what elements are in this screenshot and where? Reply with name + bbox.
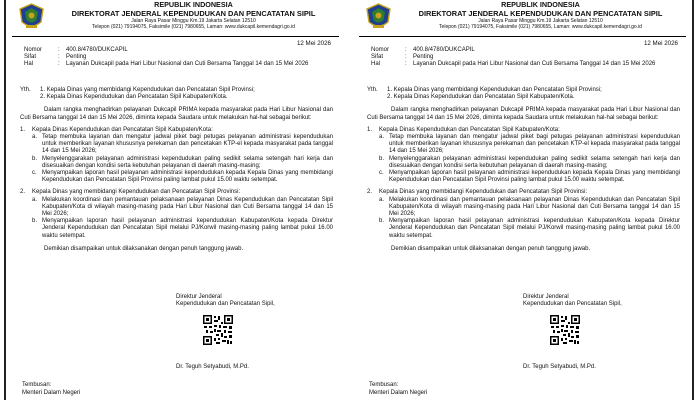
meta-value: Penting [413,54,434,61]
meta-key: Hal [24,61,34,68]
recipients [20,87,333,101]
section-heading: 1. Kepala Dinas Kependudukan dan Pencatatan Sipil Kabupaten/Kota: [20,126,213,133]
section-item: b. Menyampaikan laporan hasil pelayanan administrasi kependudukan Kabupaten/Kota kepada Direktur Jenderal Kependudukan dan Pencatatan Sipil melalui PJ/Korwil masing-masing paling lambat pukul 16.00 waktu setempat. [32,218,333,239]
qr-code-icon [202,314,234,346]
letter-meta [371,47,663,68]
letter-body [20,87,333,253]
recipient-item: 2. Kepala Dinas Kependudukan dan Pencatatan Sipil Kabupaten/Kota. [387,94,575,101]
closing-paragraph: Demikian disampaikan untuk dilaksanakan dengan penuh tanggung jawab. [391,245,591,252]
tembusan-block [22,381,80,397]
contact-line: Telepon (021) 79194075, Faksimile (021) 7980655, Laman: www.dukcapil.kemendagri.go.id [439,24,642,30]
sign-title: Direktur Jenderal [523,294,569,300]
section-item: b. Menyelenggarakan pelayanan administrasi kependudukan paling sedikit selama setengah hari kerja dan disesuaikan dengan kondisi serta kebutuhan pelayanan di daerah masing-masing; [379,155,680,169]
section-item: a. Melakukan koordinasi dan pemantauan pelaksanaan pelayanan Dinas Kependudukan dan Pencatatan Sipil Kabupaten/Kota di wilayah masing-masing pada Hari Libur Nasional dan Cuti Bersama tanggal 14 dan 15 Mei 2026; [379,196,680,218]
republic-heading: REPUBLIK INDONESIA [154,0,233,9]
contact-line: Telepon (021) 79194075, Faksimile (021) 7980655, Laman: www.dukcapil.kemendagri.go.id [92,24,295,30]
letter-meta [24,47,316,68]
section-item: b. Menyampaikan laporan hasil pelayanan administrasi kependudukan Kabupaten/Kota kepada Direktur Jenderal Kependudukan dan Pencatatan Sipil melalui PJ/Korwil masing-masing paling lambat pukul 16.00 waktu setempat. [379,218,680,239]
yth-label: Yth. [20,87,31,93]
signature-block [523,294,622,308]
meta-row: Sifat : Penting [371,54,663,61]
tembusan-label: Tembusan: [22,382,52,388]
sign-title: Kependudukan dan Pencatatan Sipil, [176,301,275,308]
meta-row: Hal : Layanan Dukcapil pada Hari Libur Nasional dan Cuti Bersama Tanggal 14 dan 15 Mei 2026 [371,61,663,68]
section-item: b. Menyelenggarakan pelayanan administrasi kependudukan paling sedikit selama setengah hari kerja dan disesuaikan dengan kondisi serta kebutuhan pelayanan di daerah masing-masing; [32,155,333,169]
letter-page-right [353,0,694,400]
meta-row: Hal : Layanan Dukcapil pada Hari Libur Nasional dan Cuti Bersama Tanggal 14 dan 15 Mei 2026 [24,61,316,68]
tembusan-label: Tembusan: [369,382,399,388]
address-line: Jalan Raya Pasar Minggu Km.19 Jakarta Selatan 12510 [478,18,603,24]
section-heading: 1. Kepala Dinas Kependudukan dan Pencatatan Sipil Kabupaten/Kota: [367,126,560,133]
meta-row: Nomor : 400.8/4780/DUKCAPIL [24,47,316,54]
letterhead [359,0,686,37]
section-item: a. Melakukan koordinasi dan pemantauan pelaksanaan pelayanan Dinas Kependudukan dan Pencatatan Sipil Kabupaten/Kota di wilayah masing-masing pada Hari Libur Nasional dan Cuti Bersama tanggal 14 dan 15 Mei 2026; [32,196,333,218]
meta-key: Nomor [24,47,43,53]
signer-name: Dr. Teguh Setyabudi, M.Pd. [176,364,249,370]
sign-title: Direktur Jenderal [176,294,222,300]
letter-date: 12 Mei 2026 [643,40,678,47]
meta-value: Layanan Dukcapil pada Hari Libur Nasional dan Cuti Bersama Tanggal 14 dan 15 Mei 2026 [413,61,656,68]
meta-value: 400.8/4780/DUKCAPIL [66,47,128,53]
section-item: c. Menyampaikan laporan hasil pelayanan administrasi kependudukan kepada Kepala Dinas yang membidangi Kependudukan dan Pencatatan Sipil Provinsi paling lambat pukul 15.00 waktu setempat. [379,170,680,184]
closing-paragraph: Demikian disampaikan untuk dilaksanakan dengan penuh tanggung jawab. [44,245,244,252]
letter-body [367,87,680,253]
meta-value: Penting [66,54,87,61]
meta-key: Sifat [371,54,384,61]
qr-code-icon [549,314,581,346]
section-item: c. Menyampaikan laporan hasil pelayanan administrasi kependudukan kepada Kepala Dinas yang membidangi Kependudukan dan Pencatatan Sipil Provinsi paling lambat pukul 15.00 waktu setempat. [32,170,333,184]
sign-title: Kependudukan dan Pencatatan Sipil, [523,301,622,308]
intro-paragraph: Dalam rangka menghadirkan pelayanan Dukcapil PRIMA kepada masyarakat pada Hari Libur Nasional dan Cuti Bersama tanggal 14 dan 15 Mei 2026, diminta kepada Saudara untuk melakukan hal-hal sebagai berikut: [20,107,333,121]
meta-key: Hal [371,61,381,68]
letter-page-left [4,0,345,400]
kemendagri-logo-icon [18,3,45,31]
meta-key: Sifat [24,54,37,61]
section-heading: 2. Kepala Dinas yang membidangi Kependudukan dan Pencatatan Sipil Provinsi: [20,189,241,196]
letter-date: 12 Mei 2026 [296,40,331,47]
tembusan-item: Menteri Dalam Negeri [369,390,428,396]
yth-label: Yth. [367,87,378,93]
section-item: a. Tetap membuka layanan dan mengatur jadwal piket bagi petugas pelayanan administrasi kependudukan untuk memberikan layanan khususnya perekaman dan pencetakan KTP-el kepada masyarakat pada tanggal 14 dan 15 Mei 2026; [32,134,333,155]
letterhead [12,0,339,37]
meta-value: Layanan Dukcapil pada Hari Libur Nasional dan Cuti Bersama Tanggal 14 dan 15 Mei 2026 [66,61,309,68]
meta-row: Sifat : Penting [24,54,316,61]
tembusan-block [369,381,427,397]
directorate-heading: DIREKTORAT JENDERAL KEPENDUDUKAN DAN PENCATATAN SIPIL [418,9,663,18]
recipient-item: 1. Kepala Dinas yang membidangi Kependudukan dan Pencatatan Sipil Provinsi; [40,87,255,93]
recipient-item: 2. Kepala Dinas Kependudukan dan Pencatatan Sipil Kabupaten/Kota. [40,94,228,101]
address-line: Jalan Raya Pasar Minggu Km.19 Jakarta Selatan 12510 [131,18,256,24]
recipient-item: 1. Kepala Dinas yang membidangi Kependudukan dan Pencatatan Sipil Provinsi; [387,87,602,93]
intro-paragraph: Dalam rangka menghadirkan pelayanan Dukcapil PRIMA kepada masyarakat pada Hari Libur Nasional dan Cuti Bersama tanggal 14 dan 15 Mei 2026, diminta kepada Saudara untuk melakukan hal-hal sebagai berikut: [367,107,680,121]
directorate-heading: DIREKTORAT JENDERAL KEPENDUDUKAN DAN PENCATATAN SIPIL [71,9,316,18]
kemendagri-logo-icon [365,3,392,31]
signature-block [176,294,275,308]
signer-name: Dr. Teguh Setyabudi, M.Pd. [523,364,596,370]
recipients [367,87,680,101]
section-item: a. Tetap membuka layanan dan mengatur jadwal piket bagi petugas pelayanan administrasi kependudukan untuk memberikan layanan khususnya perekaman dan pencetakan KTP-el kepada masyarakat pada tanggal 14 dan 15 Mei 2026; [379,134,680,155]
meta-value: 400.8/4780/DUKCAPIL [413,47,475,53]
section-heading: 2. Kepala Dinas yang membidangi Kependudukan dan Pencatatan Sipil Provinsi: [367,189,588,196]
meta-row: Nomor : 400.8/4780/DUKCAPIL [371,47,663,54]
republic-heading: REPUBLIK INDONESIA [501,0,580,9]
tembusan-item: Menteri Dalam Negeri [22,390,81,396]
meta-key: Nomor [371,47,390,53]
